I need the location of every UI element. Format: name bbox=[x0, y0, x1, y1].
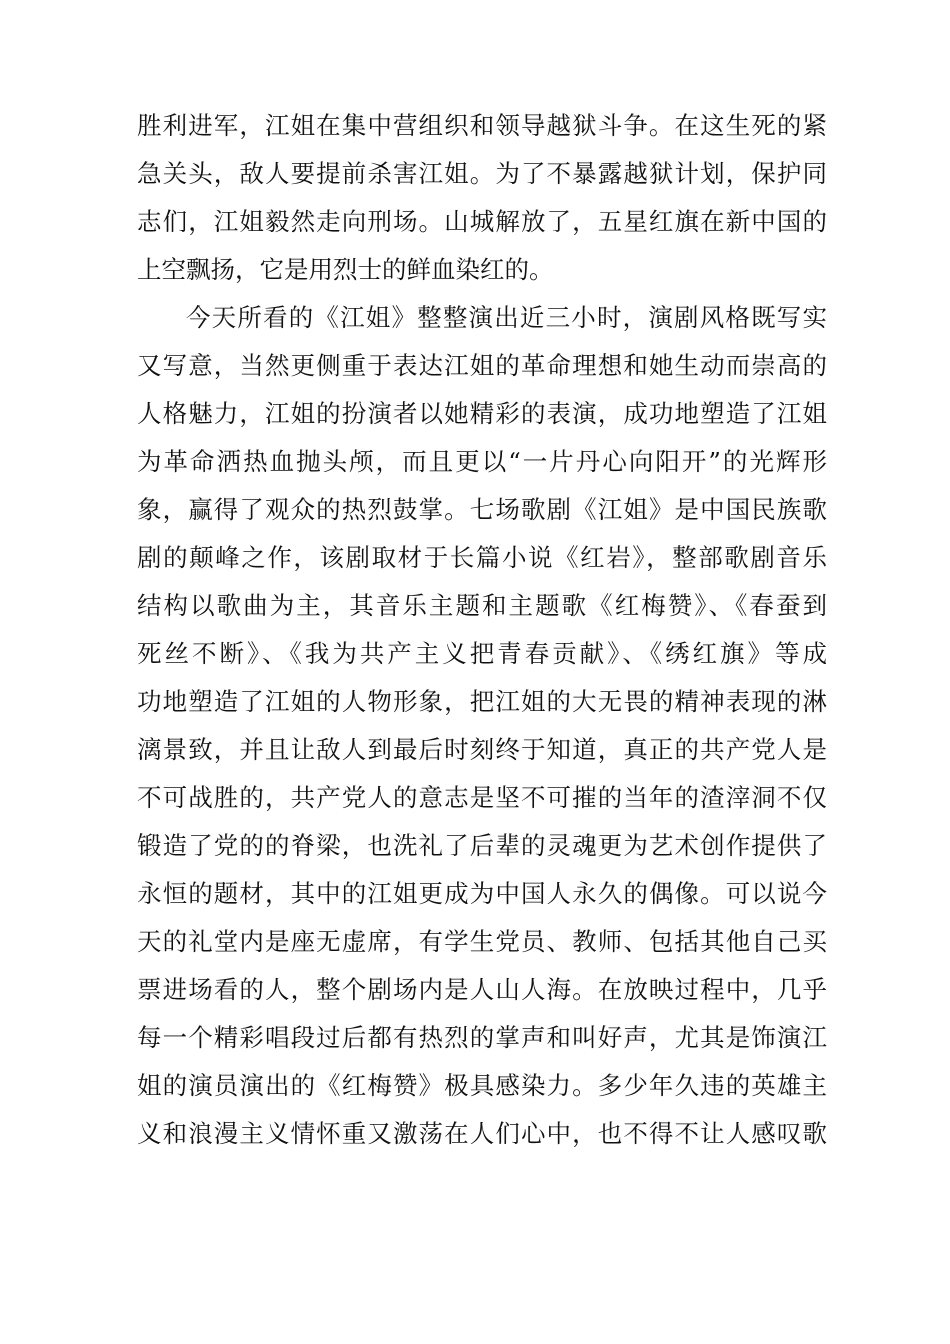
paragraph-main bbox=[137, 294, 827, 1158]
text-line: 票进场看的人，整个剧场内是人山人海。在放映过程中，几乎 bbox=[137, 975, 827, 1004]
text-line: 象，赢得了观众的热烈鼓掌。七场歌剧《江姐》是中国民族歌 bbox=[137, 495, 827, 524]
text-line: 人格魅力，江姐的扮演者以她精彩的表演，成功地塑造了江姐 bbox=[137, 399, 827, 428]
text-line: 又写意，当然更侧重于表达江姐的革命理想和她生动而崇高的 bbox=[137, 351, 827, 380]
text-line: 漓景致，并且让敌人到最后时刻终于知道，真正的共产党人是 bbox=[137, 735, 827, 764]
text-line: 功地塑造了江姐的人物形象，把江姐的大无畏的精神表现的淋 bbox=[137, 687, 827, 716]
text-line: 义和浪漫主义情怀重又激荡在人们心中，也不得不让人感叹歌 bbox=[137, 1119, 827, 1148]
text-line: 天的礼堂内是座无虚席，有学生党员、教师、包括其他自己买 bbox=[137, 927, 827, 956]
text-line: 死丝不断》、《我为共产主义把青春贡献》、《绣红旗》等成 bbox=[137, 639, 827, 668]
paragraph-continuation bbox=[137, 102, 827, 294]
text-line: 上空飘扬，它是用烈士的鲜血染红的。 bbox=[137, 255, 554, 284]
body-text bbox=[137, 102, 827, 1158]
text-line: 胜利进军，江姐在集中营组织和领导越狱斗争。在这生死的紧 bbox=[137, 111, 827, 140]
text-line: 结构以歌曲为主，其音乐主题和主题歌《红梅赞》、《春蚕到 bbox=[137, 591, 827, 620]
text-line: 为革命洒热血抛头颅，而且更以“一片丹心向阳开”的光辉形 bbox=[137, 447, 827, 476]
text-line: 锻造了党的的脊梁，也洗礼了后辈的灵魂更为艺术创作提供了 bbox=[137, 831, 827, 860]
text-line: 急关头，敌人要提前杀害江姐。为了不暴露越狱计划，保护同 bbox=[137, 159, 827, 188]
text-line: 每一个精彩唱段过后都有热烈的掌声和叫好声，尤其是饰演江 bbox=[137, 1023, 827, 1052]
text-line: 姐的演员演出的《红梅赞》极具感染力。多少年久违的英雄主 bbox=[137, 1071, 827, 1100]
text-line: 志们，江姐毅然走向刑场。山城解放了，五星红旗在新中国的 bbox=[137, 207, 827, 236]
text-line: 剧的颠峰之作，该剧取材于长篇小说《红岩》，整部歌剧音乐 bbox=[137, 543, 827, 572]
text-line: 永恒的题材，其中的江姐更成为中国人永久的偶像。可以说今 bbox=[137, 879, 827, 908]
text-line: 今天所看的《江姐》整整演出近三小时，演剧风格既写实 bbox=[186, 303, 827, 332]
text-line: 不可战胜的，共产党人的意志是坚不可摧的当年的渣滓洞不仅 bbox=[137, 783, 827, 812]
